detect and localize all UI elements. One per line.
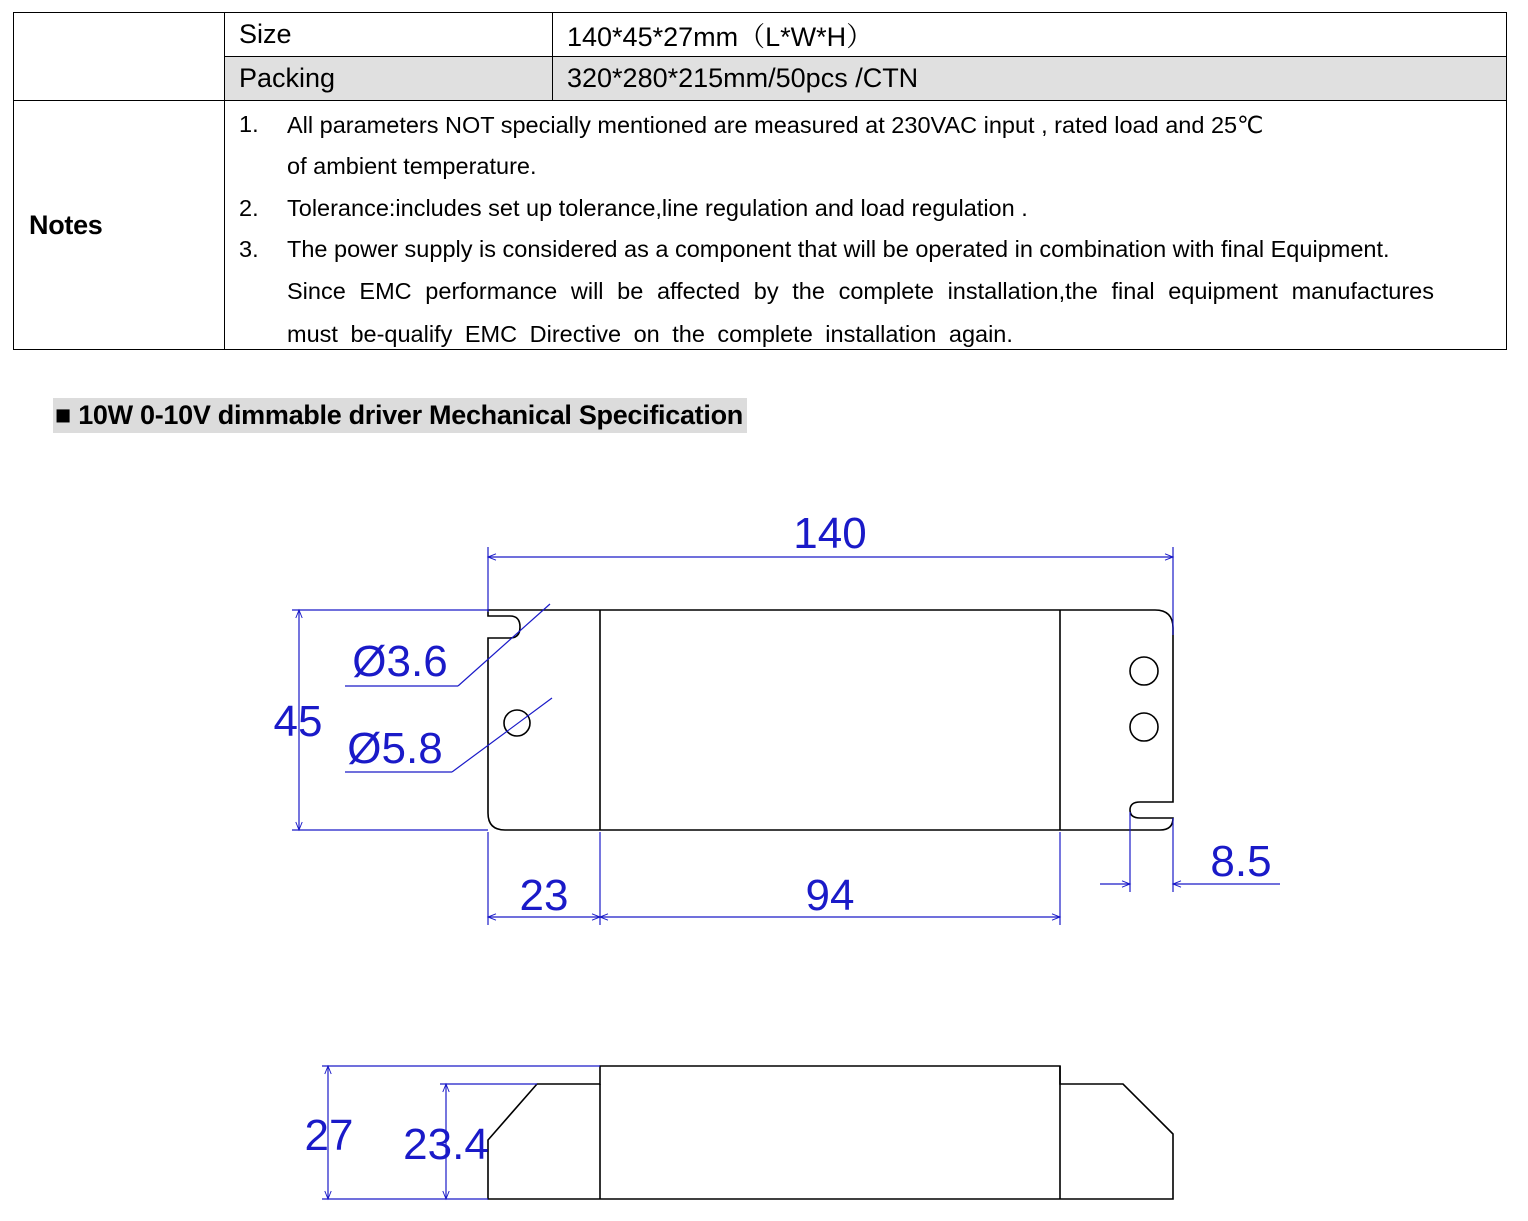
note-3-number: 3. bbox=[239, 236, 259, 262]
note-3-line-3: must be-qualify EMC Directive on the complete installation again. bbox=[287, 321, 1013, 347]
label-width: 45 bbox=[273, 697, 323, 746]
top-view-outline bbox=[488, 610, 1173, 830]
section-title: ■ 10W 0-10V dimmable driver Mechanical Specification bbox=[53, 398, 747, 433]
size-label: Size bbox=[225, 13, 553, 57]
note-3-line-2: Since EMC performance will be affected by the complete installation,the final equipment manufactures bbox=[287, 278, 1434, 304]
label-hole-small: Ø3.6 bbox=[352, 637, 448, 686]
terminal-screw-1 bbox=[1130, 657, 1158, 685]
label-inner-height: 23.4 bbox=[403, 1120, 489, 1169]
label-slot: 8.5 bbox=[1210, 837, 1272, 886]
side-view-outline bbox=[488, 1066, 1173, 1199]
packing-value: 320*280*215mm/50pcs /CTN bbox=[553, 57, 1507, 101]
note-2-line-1: Tolerance:includes set up tolerance,line regulation and load regulation . bbox=[287, 195, 1028, 221]
note-1-number: 1. bbox=[239, 111, 259, 137]
note-1-line-1: All parameters NOT specially mentioned are measured at 230VAC input , rated load and 25℃ bbox=[287, 112, 1264, 138]
side-view-body bbox=[488, 1066, 1173, 1199]
terminal-screw-2 bbox=[1130, 713, 1158, 741]
label-end-cap: 23 bbox=[519, 871, 569, 920]
label-hole-large: Ø5.8 bbox=[347, 724, 443, 773]
label-body: 94 bbox=[805, 871, 855, 920]
notes-label: Notes bbox=[14, 101, 225, 350]
label-height: 27 bbox=[304, 1111, 354, 1160]
packing-label: Packing bbox=[225, 57, 553, 101]
note-3-line-1: The power supply is considered as a component that will be operated in combination with final Equipment. bbox=[287, 236, 1390, 262]
label-overall-length: 140 bbox=[793, 509, 867, 558]
top-view-body bbox=[488, 610, 1173, 830]
note-1-line-2: of ambient temperature. bbox=[287, 153, 537, 179]
note-2-number: 2. bbox=[239, 195, 259, 221]
hole-large bbox=[504, 710, 530, 736]
size-value: 140*45*27mm（L*W*H） bbox=[553, 13, 1507, 57]
